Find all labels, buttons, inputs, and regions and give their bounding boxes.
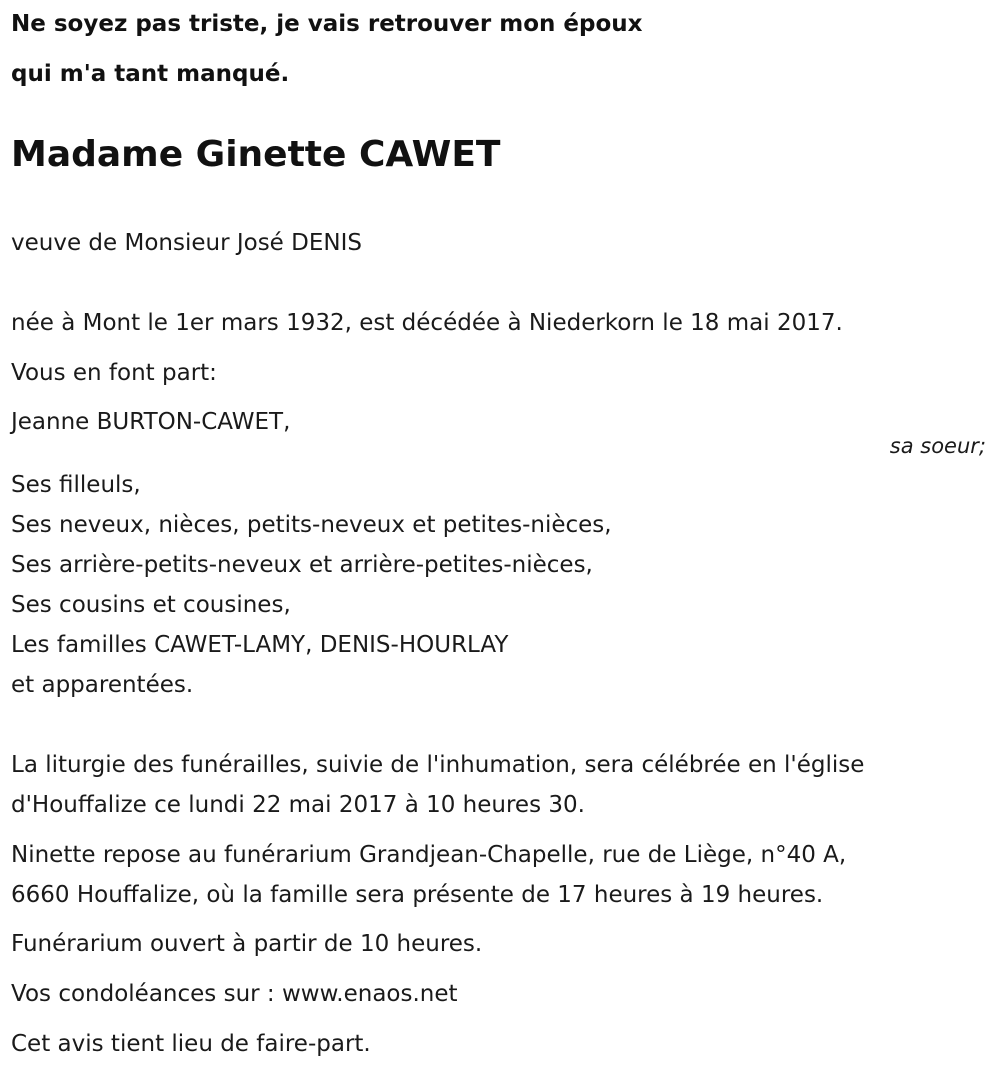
announcers-intro: Vous en font part:: [11, 360, 217, 386]
announcer-line: Les familles CAWET-LAMY, DENIS-HOURLAY: [11, 632, 509, 658]
announcer-line: Ses filleuls,: [11, 472, 141, 498]
announcer-sister-role: sa soeur;: [889, 434, 986, 458]
liturgy-line-1: La liturgie des funérailles, suivie de l'inhumation, sera célébrée en l'église: [11, 752, 865, 778]
quote-line-2: qui m'a tant manqué.: [11, 61, 290, 87]
announcer-line: Ses neveux, nièces, petits-neveux et petites-nièces,: [11, 512, 612, 538]
announcer-line: et apparentées.: [11, 672, 194, 698]
widow-of-line: veuve de Monsieur José DENIS: [11, 230, 362, 256]
liturgy-line-2: d'Houffalize ce lundi 22 mai 2017 à 10 heures 30.: [11, 792, 585, 818]
announcer-line: Ses cousins et cousines,: [11, 592, 291, 618]
rest-line-2: 6660 Houffalize, où la famille sera présente de 17 heures à 19 heures.: [11, 882, 824, 908]
deceased-name: Madame Ginette CAWET: [11, 134, 501, 175]
announcer-line: Ses arrière-petits-neveux et arrière-petites-nièces,: [11, 552, 593, 578]
announcer-sister: Jeanne BURTON-CAWET,: [11, 409, 291, 435]
quote-line-1: Ne soyez pas triste, je vais retrouver mon époux: [11, 11, 643, 37]
notice-line: Cet avis tient lieu de faire-part.: [11, 1031, 371, 1057]
rest-line-1: Ninette repose au funérarium Grandjean-Chapelle, rue de Liège, n°40 A,: [11, 842, 847, 868]
birth-death-line: née à Mont le 1er mars 1932, est décédée à Niederkorn le 18 mai 2017.: [11, 310, 843, 336]
funerarium-opening: Funérarium ouvert à partir de 10 heures.: [11, 931, 483, 957]
condolences-line: Vos condoléances sur : www.enaos.net: [11, 981, 458, 1007]
